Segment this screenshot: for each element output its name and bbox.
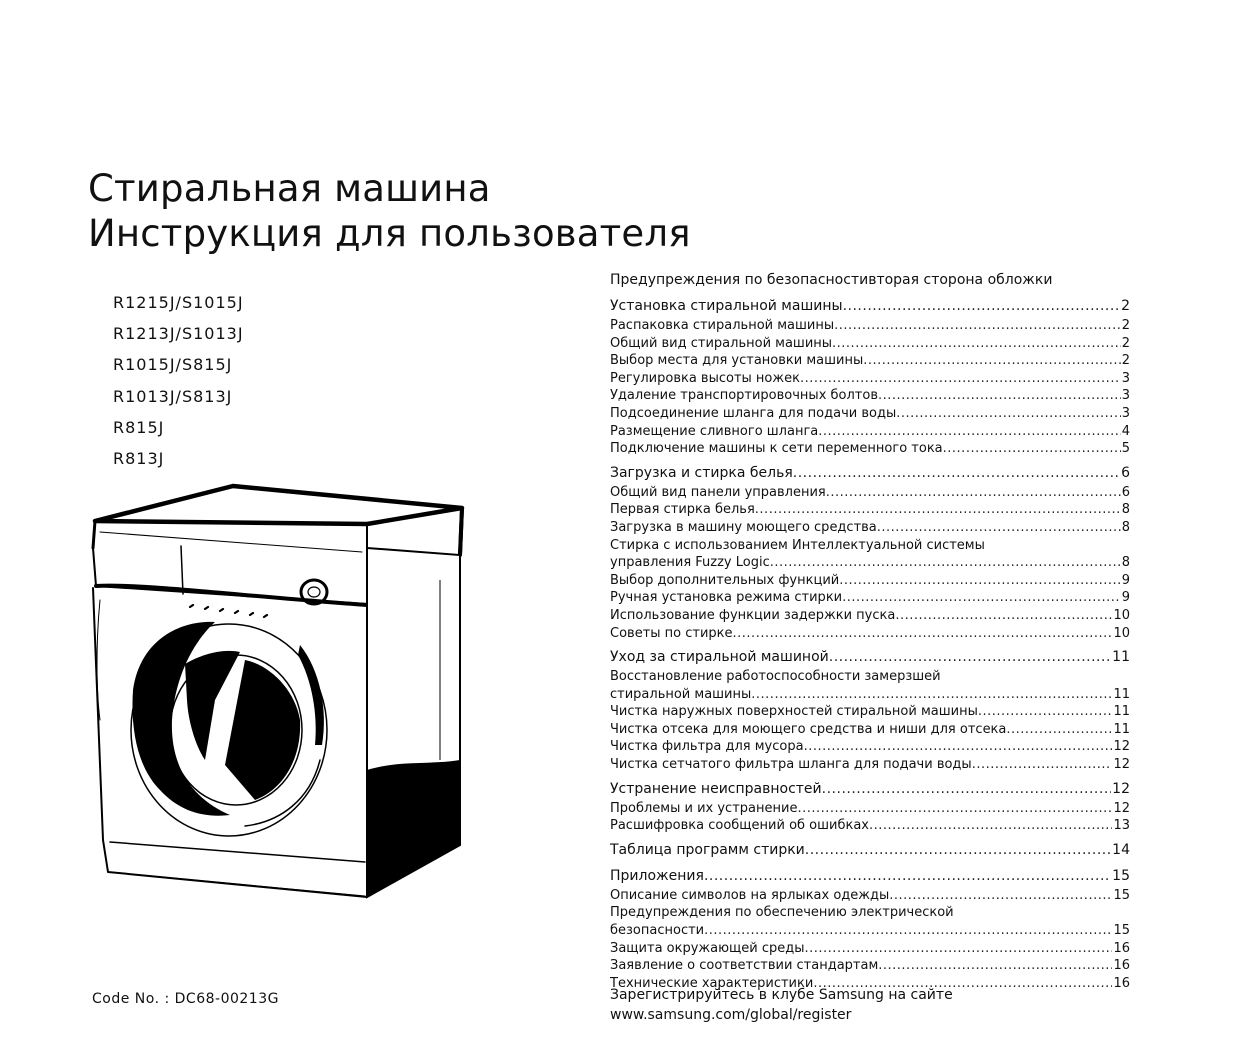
toc-item-label: Чистка сетчатого фильтра шланга для подачи воды bbox=[610, 757, 972, 773]
model-item: R1215J/S1015J bbox=[113, 293, 244, 312]
safety-warnings-line: Предупреждения по безопасностивторая сторона обложки bbox=[610, 272, 1053, 288]
toc-page: 10 bbox=[1113, 625, 1130, 641]
toc-item[interactable] bbox=[610, 405, 1130, 423]
toc-item[interactable] bbox=[610, 554, 1130, 572]
washing-machine-illustration bbox=[80, 478, 480, 918]
toc-page: 12 bbox=[1113, 739, 1130, 755]
toc-page: 11 bbox=[1113, 721, 1130, 737]
toc-item[interactable] bbox=[610, 352, 1130, 370]
toc-item[interactable] bbox=[610, 887, 1130, 905]
toc-page: 8 bbox=[1121, 519, 1130, 535]
model-item: R815J bbox=[113, 417, 165, 437]
toc-page: 4 bbox=[1121, 423, 1130, 439]
toc-page: 8 bbox=[1121, 502, 1130, 518]
toc-section-title: Установка стиральной машины bbox=[610, 298, 843, 314]
toc-page: 2 bbox=[1121, 353, 1130, 369]
document-title-line2: Инструкция для пользователя bbox=[88, 212, 691, 255]
toc-page: 15 bbox=[1112, 867, 1130, 884]
toc-page: 15 bbox=[1113, 887, 1130, 903]
toc-item-label: Выбор дополнительных функций bbox=[610, 572, 840, 588]
toc-section-title: Устранение неисправностей bbox=[610, 780, 822, 797]
toc-item-label: Чистка отсека для моющего средства и ниши для отсека bbox=[610, 721, 1007, 737]
toc-item[interactable] bbox=[610, 756, 1130, 774]
toc-item-label-line1: Предупреждения по обеспечению электрической bbox=[610, 905, 954, 921]
toc-item-label: Регулировка высоты ножек bbox=[610, 370, 800, 386]
toc-page: 16 bbox=[1113, 958, 1130, 974]
toc-item[interactable] bbox=[610, 721, 1130, 739]
model-item: R1213J/S1013J bbox=[113, 324, 244, 344]
toc-page: 12 bbox=[1113, 757, 1130, 773]
toc-item-label: Распаковка стиральной машины bbox=[610, 318, 835, 333]
toc-item[interactable] bbox=[610, 589, 1130, 607]
toc-item[interactable] bbox=[610, 817, 1130, 835]
toc-item-label: Первая стирка белья bbox=[610, 502, 755, 518]
toc-page: 13 bbox=[1113, 818, 1130, 834]
toc-item-label: Размещение сливного шланга bbox=[610, 423, 819, 439]
toc-section-title: Приложения bbox=[610, 867, 704, 884]
code-number: Code No. : DC68-00213G bbox=[92, 991, 279, 1007]
toc-item[interactable] bbox=[610, 519, 1130, 537]
toc-item[interactable] bbox=[610, 940, 1130, 958]
toc-page: 11 bbox=[1113, 686, 1130, 702]
model-item: R1015J/S815J bbox=[113, 355, 233, 375]
toc-page: 6 bbox=[1121, 464, 1130, 481]
toc-page: 12 bbox=[1113, 800, 1130, 816]
toc-item[interactable] bbox=[610, 922, 1130, 940]
toc-section-title: Загрузка и стирка белья bbox=[610, 464, 793, 481]
toc-item-label: Использование функции задержки пуска bbox=[610, 607, 896, 623]
toc-item-label-line1: Стирка с использованием Интеллектуальной системы bbox=[610, 537, 985, 553]
model-item: R813J bbox=[113, 448, 165, 468]
registration-text: Зарегистрируйтесь в клубе Samsung на сайте bbox=[610, 987, 953, 1003]
toc-item-label: безопасности bbox=[610, 923, 705, 939]
toc-item[interactable] bbox=[610, 686, 1130, 704]
toc-item-label: Подключение машины к сети переменного тока bbox=[610, 441, 943, 457]
toc-item[interactable] bbox=[610, 625, 1130, 643]
toc-item-label: Технические характеристики bbox=[610, 975, 814, 991]
toc-page: 14 bbox=[1112, 841, 1130, 858]
toc-page: 16 bbox=[1113, 940, 1130, 956]
model-list bbox=[113, 290, 244, 477]
toc-item[interactable] bbox=[610, 423, 1130, 441]
toc-item[interactable] bbox=[610, 572, 1130, 590]
toc-item-label: Заявление о соответствии стандартам bbox=[610, 958, 879, 974]
toc-item-label: Чистка наружных поверхностей стиральной машины bbox=[610, 704, 978, 720]
toc-item[interactable] bbox=[610, 800, 1130, 818]
toc-item-label: Чистка фильтра для мусора bbox=[610, 739, 804, 755]
toc-page: 15 bbox=[1113, 923, 1130, 939]
toc-item[interactable] bbox=[610, 440, 1130, 458]
toc-page: 8 bbox=[1121, 555, 1130, 571]
toc-item-label-line1: Восстановление работоспособности замерзшей bbox=[610, 669, 941, 685]
toc-item-label: Расшифровка сообщений об ошибках bbox=[610, 818, 870, 834]
toc-page: 9 bbox=[1121, 590, 1130, 606]
toc-item[interactable] bbox=[610, 370, 1130, 388]
toc-page: 5 bbox=[1121, 441, 1130, 457]
toc-page: 12 bbox=[1112, 780, 1130, 797]
toc-page: 11 bbox=[1112, 649, 1130, 666]
toc-page: 3 bbox=[1121, 405, 1130, 421]
toc-page: 9 bbox=[1121, 572, 1130, 588]
toc-item[interactable] bbox=[610, 387, 1130, 405]
toc-item-label: Общий вид панели управления bbox=[610, 484, 826, 500]
toc-page: 2 bbox=[1121, 335, 1130, 351]
toc-item[interactable] bbox=[610, 501, 1130, 519]
toc-page: 6 bbox=[1121, 484, 1130, 500]
toc-item-label: Общий вид стиральной машины bbox=[610, 335, 833, 351]
toc-item[interactable] bbox=[610, 607, 1130, 625]
toc-item[interactable] bbox=[610, 484, 1130, 502]
toc-item[interactable] bbox=[610, 957, 1130, 975]
toc-item-label: Загрузка в машину моющего средства bbox=[610, 519, 877, 535]
toc-section[interactable] bbox=[610, 840, 1130, 861]
toc-page: 2 bbox=[1121, 318, 1130, 333]
toc-page: 3 bbox=[1121, 388, 1130, 404]
model-item: R1013J/S813J bbox=[113, 386, 233, 406]
toc-item[interactable] bbox=[610, 317, 1130, 335]
document-title-line1: Стиральная машина bbox=[88, 167, 491, 210]
toc-item-label: управления Fuzzy Logic bbox=[610, 555, 770, 571]
registration-note bbox=[610, 985, 953, 1025]
toc-page: 11 bbox=[1113, 704, 1130, 720]
toc-item-label: Проблемы и их устранение bbox=[610, 800, 798, 816]
toc-item-label: Подсоединение шланга для подачи воды bbox=[610, 405, 897, 421]
toc-item-label: Описание символов на ярлыках одежды bbox=[610, 887, 890, 903]
toc-page: 10 bbox=[1113, 607, 1130, 623]
toc-item-label: стиральной машины bbox=[610, 686, 752, 702]
toc-item-label: Выбор места для установки машины bbox=[610, 353, 864, 369]
toc-section[interactable] bbox=[610, 866, 1130, 887]
toc-item-label: Защита окружающей среды bbox=[610, 940, 805, 956]
toc-page: 2 bbox=[1121, 298, 1130, 314]
toc-section[interactable] bbox=[610, 296, 1130, 317]
toc-item-label: Советы по стирке bbox=[610, 625, 733, 641]
toc-page: 16 bbox=[1113, 975, 1130, 991]
toc-item[interactable] bbox=[610, 738, 1130, 756]
toc-item-label: Ручная установка режима стирки bbox=[610, 590, 843, 606]
toc-section-title: Уход за стиральной машиной bbox=[610, 649, 829, 666]
toc-section[interactable] bbox=[610, 463, 1130, 484]
toc-item[interactable] bbox=[610, 703, 1130, 721]
toc-section[interactable] bbox=[610, 779, 1130, 800]
toc-section[interactable] bbox=[610, 647, 1130, 668]
toc-item-label: Удаление транспортировочных болтов bbox=[610, 388, 878, 404]
toc-item[interactable] bbox=[610, 335, 1130, 353]
toc-section-title: Таблица программ стирки bbox=[610, 841, 805, 858]
registration-url[interactable]: www.samsung.com/global/register bbox=[610, 1007, 852, 1023]
table-of-contents bbox=[610, 270, 1130, 992]
toc-page: 3 bbox=[1121, 370, 1130, 386]
